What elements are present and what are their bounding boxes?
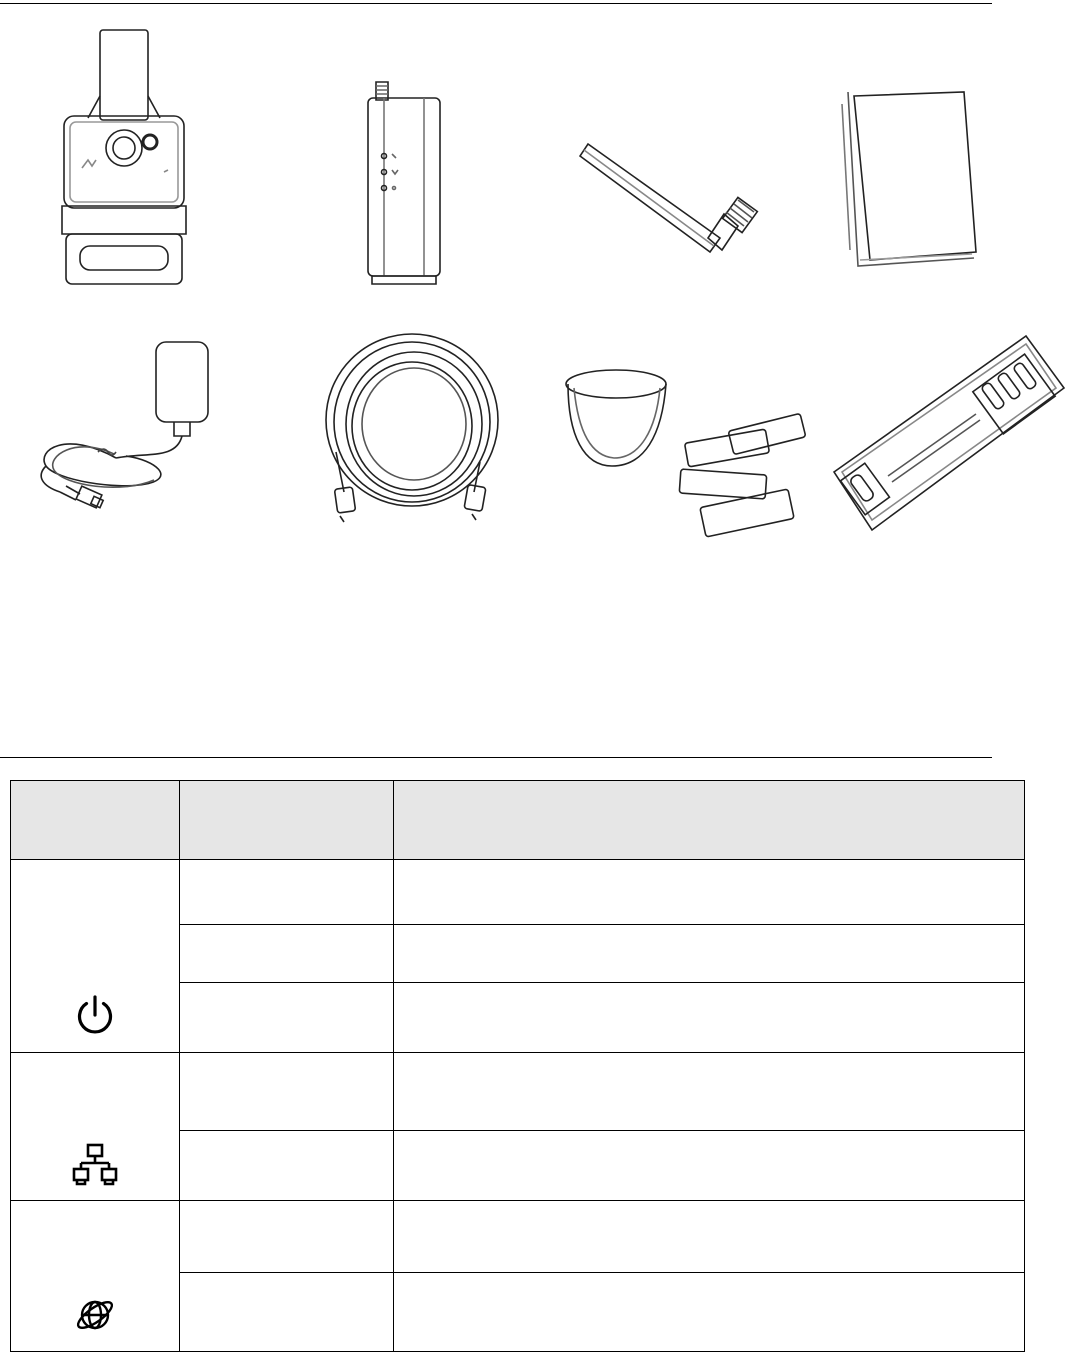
manual-booklet-icon	[836, 80, 984, 272]
power-led-cell	[11, 860, 180, 1053]
table-header-row	[11, 781, 1025, 860]
status-cell	[180, 1273, 394, 1352]
status-cell	[180, 860, 394, 925]
gateway-icon	[364, 80, 444, 288]
network-icon	[72, 1141, 118, 1187]
led-indicator-table	[10, 780, 1025, 1352]
status-cell	[180, 1201, 394, 1273]
power-icon	[72, 993, 118, 1039]
status-cell	[180, 925, 394, 983]
status-cell	[180, 1053, 394, 1131]
section-rule	[0, 757, 992, 758]
table-row	[11, 1053, 1025, 1131]
sensor-pad-icon	[828, 330, 1066, 534]
header-led	[11, 781, 180, 860]
description-cell	[394, 860, 1025, 925]
description-cell	[394, 1053, 1025, 1131]
description-cell	[394, 1131, 1025, 1201]
ethernet-cable-icon	[322, 332, 502, 524]
description-cell	[394, 983, 1025, 1053]
table-row	[11, 860, 1025, 925]
description-cell	[394, 1273, 1025, 1352]
status-cell	[180, 1131, 394, 1201]
top-rule	[0, 3, 992, 4]
power-adapter-icon	[26, 340, 216, 516]
description-cell	[394, 925, 1025, 983]
antenna-icon	[574, 140, 760, 270]
strap-and-pads-icon	[564, 366, 812, 550]
internet-led-cell	[11, 1201, 180, 1352]
header-status	[180, 781, 394, 860]
internet-globe-icon	[72, 1292, 118, 1338]
description-cell	[394, 1201, 1025, 1273]
table-row	[11, 1201, 1025, 1273]
camera-unit-icon	[52, 26, 196, 288]
header-description	[394, 781, 1025, 860]
status-cell	[180, 983, 394, 1053]
network-led-cell	[11, 1053, 180, 1201]
